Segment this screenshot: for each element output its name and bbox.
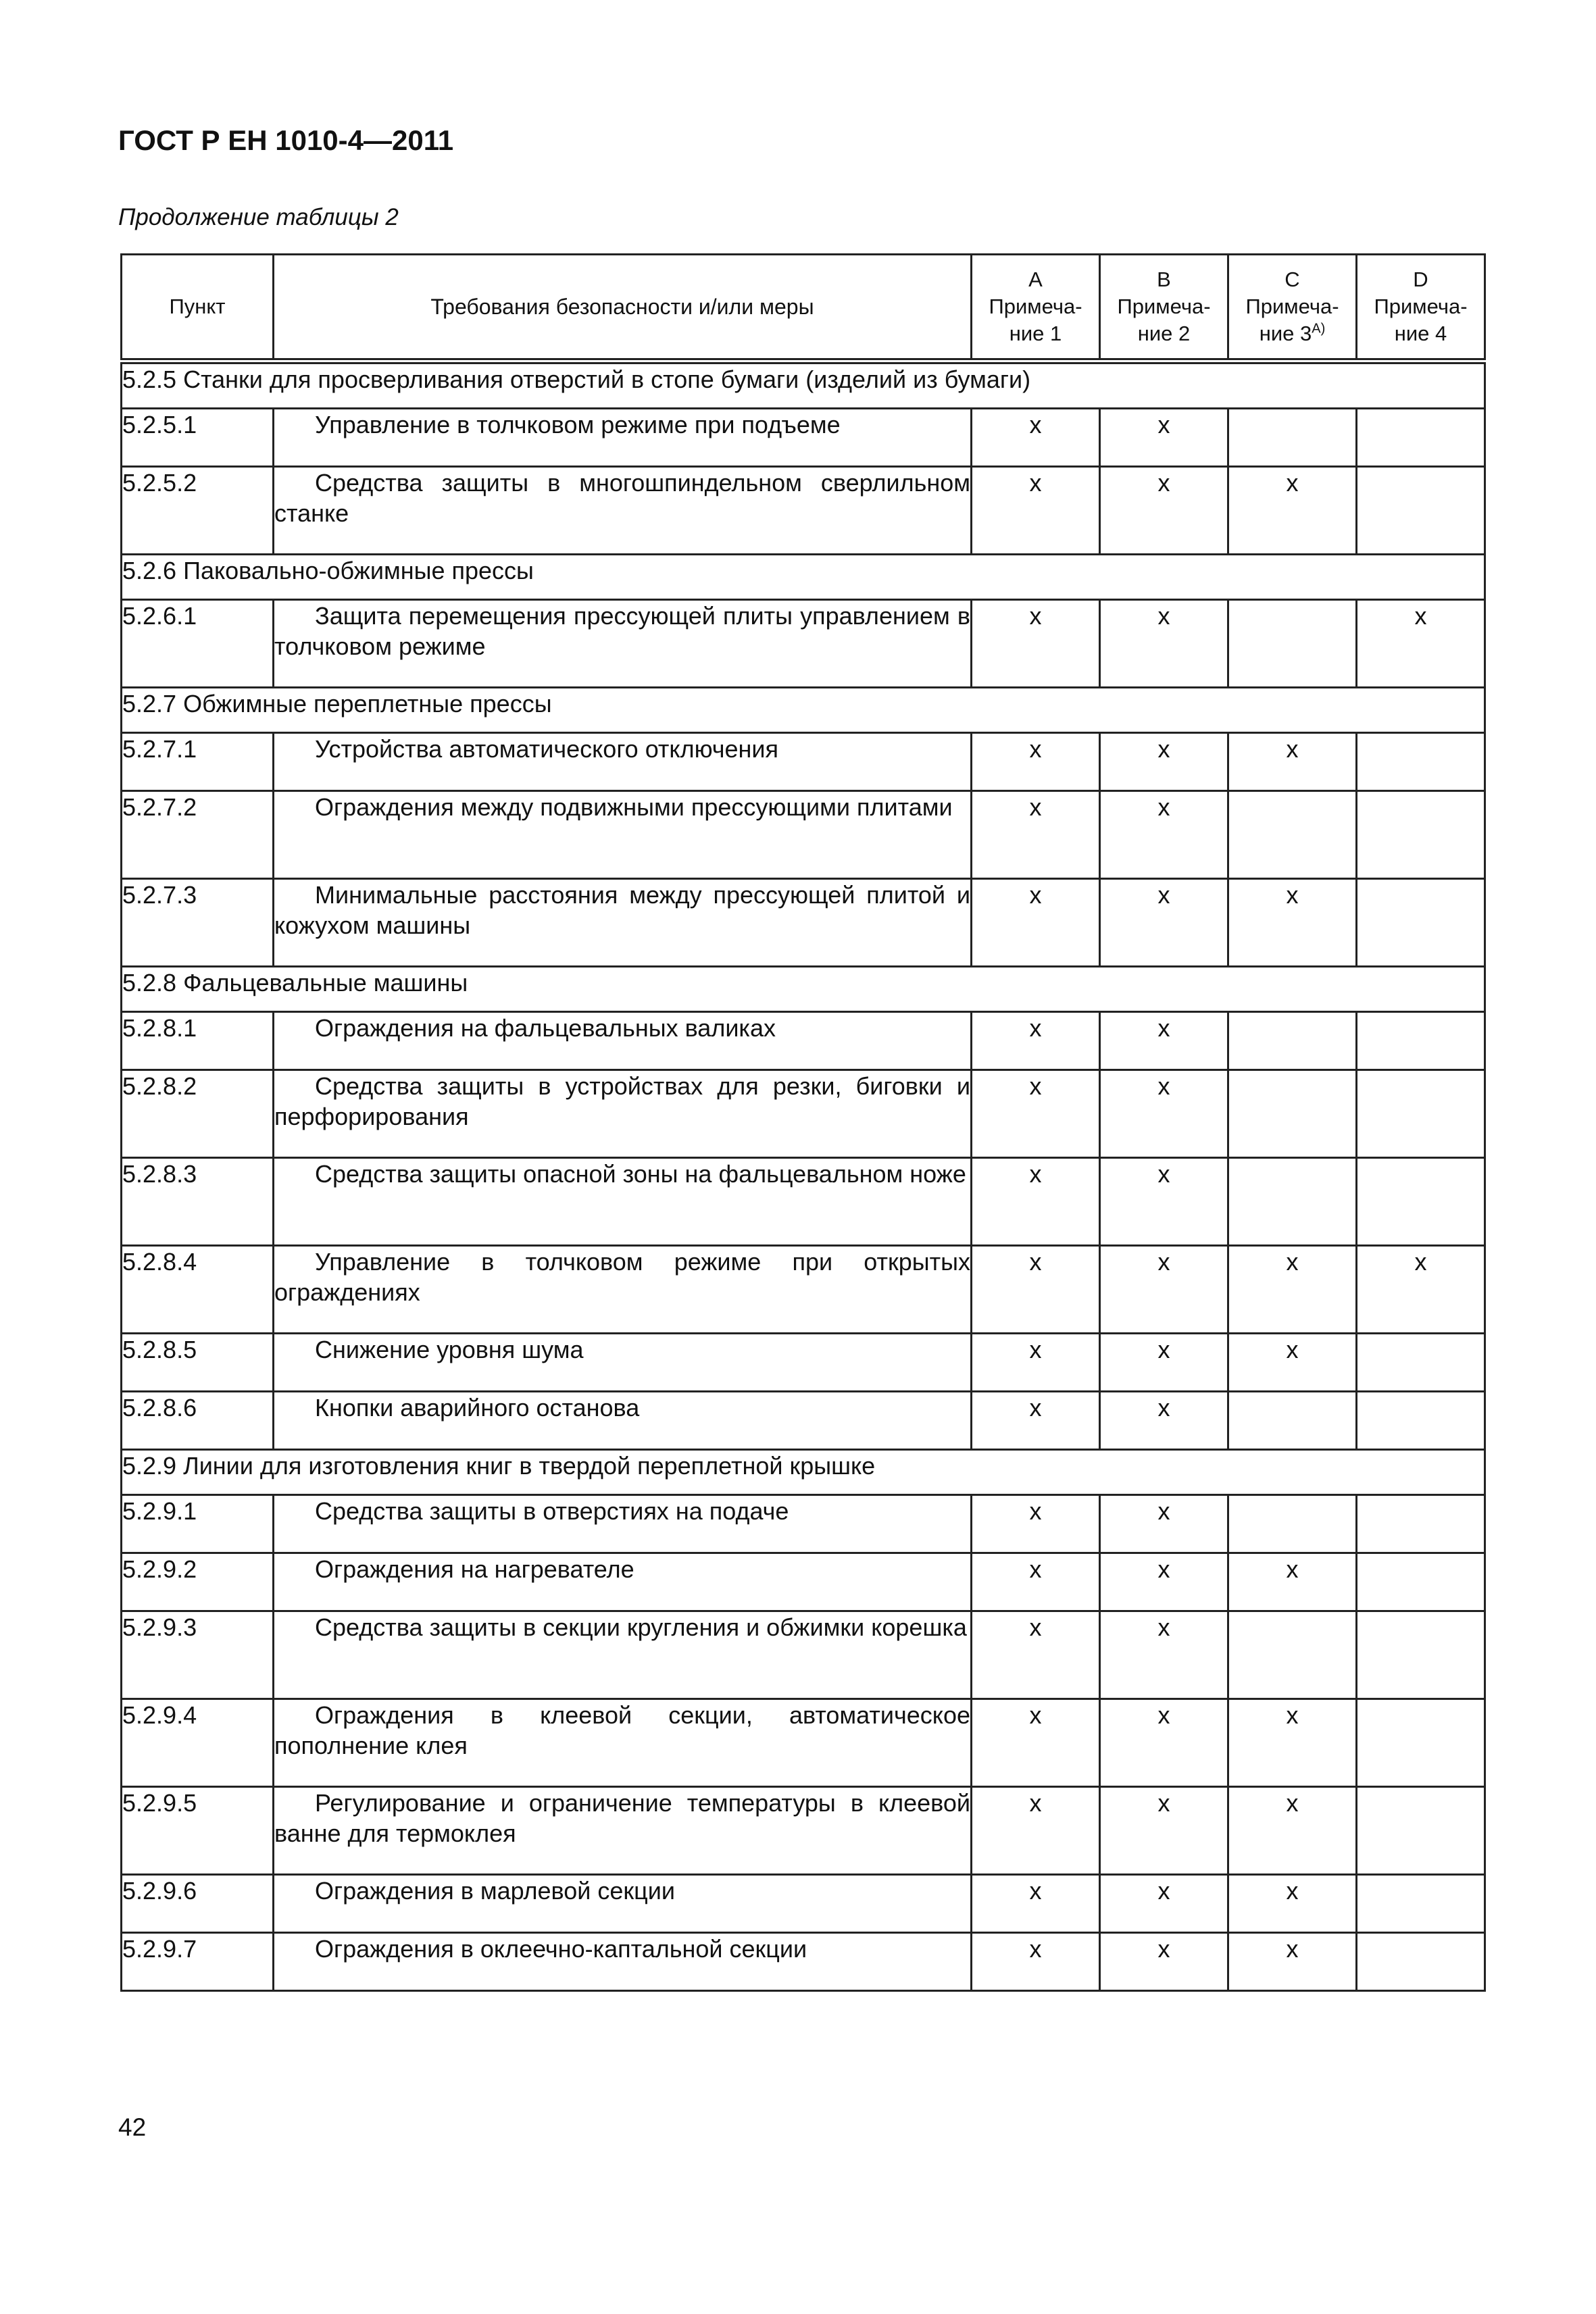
requirement-text: Защита перемещения прессующей плиты управлением в толчковом режиме (274, 602, 970, 660)
mark-cell-c (1228, 1392, 1357, 1450)
requirement-text: Управление в толчковом режиме при подъеме (315, 411, 841, 438)
requirement-text: Управление в толчковом режиме при открытых ограждениях (274, 1248, 970, 1306)
column-b-line1: Примеча- (1117, 295, 1211, 318)
table-row (122, 1070, 1485, 1158)
mark-cell-b: x (1100, 791, 1228, 879)
section-row (122, 361, 1485, 409)
mark-cell-a: x (972, 791, 1100, 879)
column-header-item: Пункт (122, 255, 274, 361)
requirement-cell (274, 1070, 972, 1158)
mark-cell-d (1357, 1787, 1485, 1875)
mark-cell-b: x (1100, 1875, 1228, 1933)
section-row (122, 555, 1485, 600)
table-row (122, 1158, 1485, 1246)
requirement-text: Ограждения в оклеечно-каптальной секции (315, 1935, 807, 1963)
mark-cell-b: x (1100, 1070, 1228, 1158)
column-header-requirement: Требования безопасности и/или меры (274, 255, 972, 361)
requirement-text: Средства защиты в отверстиях на подаче (315, 1497, 789, 1525)
table-row (122, 467, 1485, 555)
mark-cell-a: x (972, 1334, 1100, 1392)
requirement-text: Ограждения между подвижными прессующими плитами (315, 793, 953, 821)
section-row (122, 688, 1485, 733)
mark-cell-d (1357, 1070, 1485, 1158)
requirement-cell (274, 600, 972, 688)
table-row (122, 733, 1485, 791)
requirement-cell (274, 1553, 972, 1611)
item-number: 5.2.9.5 (122, 1787, 274, 1875)
mark-cell-a: x (972, 1933, 1100, 1991)
column-b-letter: B (1157, 268, 1171, 291)
column-c-line2: ние 3 (1259, 322, 1312, 345)
requirement-cell (274, 467, 972, 555)
column-d-line2: ние 4 (1394, 322, 1447, 345)
requirement-cell (274, 1787, 972, 1875)
column-d-line1: Примеча- (1374, 295, 1468, 318)
mark-cell-d (1357, 467, 1485, 555)
mark-cell-a: x (972, 1158, 1100, 1246)
column-d-letter: D (1413, 268, 1428, 291)
column-c-line2-wrap (1229, 320, 1355, 347)
mark-cell-d (1357, 1012, 1485, 1070)
table-row (122, 879, 1485, 967)
column-c-letter: C (1285, 268, 1300, 291)
section-title: 5.2.9 Линии для изготовления книг в твердой переплетной крышке (122, 1450, 1485, 1495)
item-number: 5.2.8.4 (122, 1246, 274, 1334)
item-number: 5.2.7.1 (122, 733, 274, 791)
requirement-text: Средства защиты в многошпиндельном сверлильном станке (274, 469, 970, 527)
mark-cell-d (1357, 409, 1485, 467)
mark-cell-a: x (972, 733, 1100, 791)
document-header: ГОСТ Р ЕН 1010-4—2011 (118, 124, 454, 156)
mark-cell-c: x (1228, 1875, 1357, 1933)
requirement-cell (274, 1012, 972, 1070)
item-number: 5.2.7.2 (122, 791, 274, 879)
mark-cell-c: x (1228, 879, 1357, 967)
mark-cell-c: x (1228, 1699, 1357, 1787)
item-number: 5.2.5.2 (122, 467, 274, 555)
mark-cell-c: x (1228, 1787, 1357, 1875)
mark-cell-c (1228, 791, 1357, 879)
mark-cell-b: x (1100, 1699, 1228, 1787)
mark-cell-d (1357, 1495, 1485, 1553)
requirement-cell (274, 1875, 972, 1933)
table-row (122, 1334, 1485, 1392)
column-header-b (1100, 255, 1228, 361)
requirement-cell (274, 1495, 972, 1553)
mark-cell-b: x (1100, 1246, 1228, 1334)
requirement-text: Устройства автоматического отключения (315, 735, 779, 763)
mark-cell-d (1357, 1933, 1485, 1991)
requirement-text: Ограждения на нагревателе (315, 1555, 634, 1583)
mark-cell-b: x (1100, 1553, 1228, 1611)
mark-cell-c: x (1228, 467, 1357, 555)
mark-cell-c: x (1228, 1246, 1357, 1334)
requirement-text: Ограждения в клеевой секции, автоматическое пополнение клея (274, 1701, 970, 1759)
table-row (122, 1392, 1485, 1450)
table-row (122, 600, 1485, 688)
column-header-d (1357, 255, 1485, 361)
requirement-text: Средства защиты в устройствах для резки, биговки и перфорирования (274, 1072, 970, 1130)
mark-cell-d (1357, 1553, 1485, 1611)
table-row (122, 1246, 1485, 1334)
table-row (122, 1611, 1485, 1699)
requirement-text: Снижение уровня шума (315, 1336, 584, 1363)
mark-cell-d: x (1357, 1246, 1485, 1334)
requirement-cell (274, 1158, 972, 1246)
requirement-cell (274, 879, 972, 967)
mark-cell-a: x (972, 1012, 1100, 1070)
requirement-cell (274, 1246, 972, 1334)
item-number: 5.2.9.1 (122, 1495, 274, 1553)
table-row (122, 1553, 1485, 1611)
mark-cell-a: x (972, 600, 1100, 688)
requirement-text: Кнопки аварийного останова (315, 1394, 640, 1422)
requirement-cell (274, 1611, 972, 1699)
table-row (122, 1012, 1485, 1070)
mark-cell-c (1228, 1495, 1357, 1553)
mark-cell-b: x (1100, 1495, 1228, 1553)
page-number: 42 (118, 2113, 147, 2141)
mark-cell-b: x (1100, 1787, 1228, 1875)
mark-cell-a: x (972, 1392, 1100, 1450)
mark-cell-b: x (1100, 879, 1228, 967)
requirement-cell (274, 409, 972, 467)
requirement-cell (274, 1933, 972, 1991)
column-a-line1: Примеча- (989, 295, 1082, 318)
requirement-text: Ограждения на фальцевальных валиках (315, 1014, 776, 1042)
mark-cell-c (1228, 1070, 1357, 1158)
mark-cell-b: x (1100, 1611, 1228, 1699)
section-row (122, 967, 1485, 1012)
section-title: 5.2.7 Обжимные переплетные прессы (122, 688, 1485, 733)
requirement-cell (274, 1334, 972, 1392)
table-row (122, 1787, 1485, 1875)
mark-cell-d (1357, 1611, 1485, 1699)
item-number: 5.2.5.1 (122, 409, 274, 467)
requirement-cell (274, 1392, 972, 1450)
requirement-text: Средства защиты в секции кругления и обжимки корешка (315, 1613, 967, 1641)
item-number: 5.2.9.6 (122, 1875, 274, 1933)
mark-cell-b: x (1100, 1392, 1228, 1450)
mark-cell-c: x (1228, 733, 1357, 791)
item-number: 5.2.8.6 (122, 1392, 274, 1450)
requirement-cell (274, 1699, 972, 1787)
requirement-text: Регулирование и ограничение температуры в клеевой ванне для термоклея (274, 1789, 970, 1847)
mark-cell-a: x (972, 467, 1100, 555)
mark-cell-b: x (1100, 409, 1228, 467)
mark-cell-c: x (1228, 1553, 1357, 1611)
item-number: 5.2.7.3 (122, 879, 274, 967)
mark-cell-c: x (1228, 1933, 1357, 1991)
column-header-a (972, 255, 1100, 361)
mark-cell-d (1357, 791, 1485, 879)
mark-cell-b: x (1100, 600, 1228, 688)
column-b-line2: ние 2 (1137, 322, 1191, 345)
requirement-text: Средства защиты опасной зоны на фальцевальном ноже (315, 1160, 966, 1188)
mark-cell-c (1228, 409, 1357, 467)
requirement-cell (274, 791, 972, 879)
mark-cell-a: x (972, 1495, 1100, 1553)
column-a-line2: ние 1 (1009, 322, 1062, 345)
section-title: 5.2.6 Паковально-обжимные прессы (122, 555, 1485, 600)
table-caption: Продолжение таблицы 2 (118, 204, 399, 230)
table-row (122, 1933, 1485, 1991)
mark-cell-d: x (1357, 600, 1485, 688)
table-header-row (122, 255, 1485, 361)
mark-cell-d (1357, 879, 1485, 967)
item-number: 5.2.8.3 (122, 1158, 274, 1246)
mark-cell-b: x (1100, 733, 1228, 791)
item-number: 5.2.8.2 (122, 1070, 274, 1158)
mark-cell-b: x (1100, 1012, 1228, 1070)
mark-cell-c: x (1228, 1334, 1357, 1392)
item-number: 5.2.8.5 (122, 1334, 274, 1392)
section-title: 5.2.5 Станки для просверливания отверстий в стопе бумаги (изделий из бумаги) (122, 361, 1485, 409)
mark-cell-c (1228, 1158, 1357, 1246)
table-row (122, 1699, 1485, 1787)
mark-cell-d (1357, 1158, 1485, 1246)
column-a-letter: A (1028, 268, 1043, 291)
mark-cell-c (1228, 1012, 1357, 1070)
mark-cell-d (1357, 1392, 1485, 1450)
mark-cell-d (1357, 1699, 1485, 1787)
mark-cell-a: x (972, 1699, 1100, 1787)
mark-cell-b: x (1100, 1933, 1228, 1991)
mark-cell-c (1228, 600, 1357, 688)
table-body (122, 361, 1485, 1991)
mark-cell-d (1357, 1875, 1485, 1933)
item-number: 5.2.9.2 (122, 1553, 274, 1611)
section-title: 5.2.8 Фальцевальные машины (122, 967, 1485, 1012)
mark-cell-c (1228, 1611, 1357, 1699)
mark-cell-b: x (1100, 1158, 1228, 1246)
item-number: 5.2.9.7 (122, 1933, 274, 1991)
table-row (122, 791, 1485, 879)
column-c-line1: Примеча- (1245, 295, 1339, 318)
mark-cell-a: x (972, 1553, 1100, 1611)
mark-cell-d (1357, 733, 1485, 791)
mark-cell-a: x (972, 1611, 1100, 1699)
footnote-marker: A) (1312, 321, 1326, 336)
table-row (122, 409, 1485, 467)
item-number: 5.2.6.1 (122, 600, 274, 688)
requirement-text: Ограждения в марлевой секции (315, 1877, 675, 1905)
requirement-text: Минимальные расстояния между прессующей плитой и кожухом машины (274, 881, 970, 939)
table-row (122, 1495, 1485, 1553)
mark-cell-a: x (972, 1246, 1100, 1334)
mark-cell-b: x (1100, 467, 1228, 555)
requirement-cell (274, 733, 972, 791)
mark-cell-a: x (972, 879, 1100, 967)
item-number: 5.2.9.4 (122, 1699, 274, 1787)
section-row (122, 1450, 1485, 1495)
table-row (122, 1875, 1485, 1933)
mark-cell-a: x (972, 1787, 1100, 1875)
mark-cell-b: x (1100, 1334, 1228, 1392)
item-number: 5.2.8.1 (122, 1012, 274, 1070)
mark-cell-d (1357, 1334, 1485, 1392)
mark-cell-a: x (972, 1875, 1100, 1933)
mark-cell-a: x (972, 1070, 1100, 1158)
mark-cell-a: x (972, 409, 1100, 467)
item-number: 5.2.9.3 (122, 1611, 274, 1699)
requirements-table (120, 253, 1486, 1992)
column-header-c (1228, 255, 1357, 361)
